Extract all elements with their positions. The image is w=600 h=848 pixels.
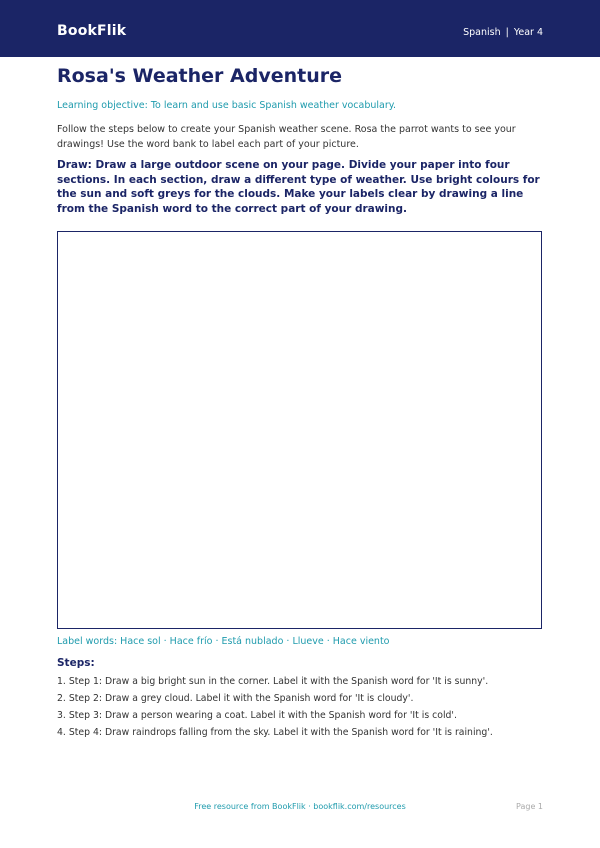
page-number: Page 1 [516, 802, 543, 811]
intro-text: Follow the steps below to create your Spanish weather scene. Rosa the parrot wants to see your drawings! Use the word bank to label each part of your picture. [57, 124, 516, 150]
step-item: 1. Step 1: Draw a big bright sun in the corner. Label it with the Spanish word for 'It is sunny'. [57, 676, 489, 687]
separator: | [505, 27, 509, 38]
learning-objective: Learning objective: To learn and use basic Spanish weather vocabulary. [57, 100, 397, 111]
subject-year-label [463, 27, 543, 39]
label-word-bank: Label words: Hace sol · Hace frío · Está nublado · Llueve · Hace viento [57, 636, 390, 647]
subject-label: Spanish [463, 27, 501, 38]
step-item: 3. Step 3: Draw a person wearing a coat. Label it with the Spanish word for 'It is cold'. [57, 710, 457, 721]
header-bar [0, 0, 600, 57]
year-label: Year 4 [513, 27, 543, 38]
steps-list [57, 675, 493, 743]
steps-heading: Steps: [57, 657, 95, 669]
page-title: Rosa's Weather Adventure [57, 65, 342, 87]
footer-credit-link[interactable]: Free resource from BookFlik · bookflik.com/resources [194, 802, 406, 811]
draw-instruction: Draw: Draw a large outdoor scene on your page. Divide your paper into four sections. In each section, draw a different type of weather. Use bright colours for the sun and soft greys for the clouds. Make your labels clear by drawing a line from the Spanish word to the correct part of your drawing. [57, 159, 540, 215]
brand-logo-text[interactable]: BookFlik [57, 23, 127, 39]
drawing-area[interactable] [57, 231, 542, 629]
step-item: 4. Step 4: Draw raindrops falling from the sky. Label it with the Spanish word for 'It is raining'. [57, 727, 493, 738]
step-item: 2. Step 2: Draw a grey cloud. Label it with the Spanish word for 'It is cloudy'. [57, 693, 414, 704]
